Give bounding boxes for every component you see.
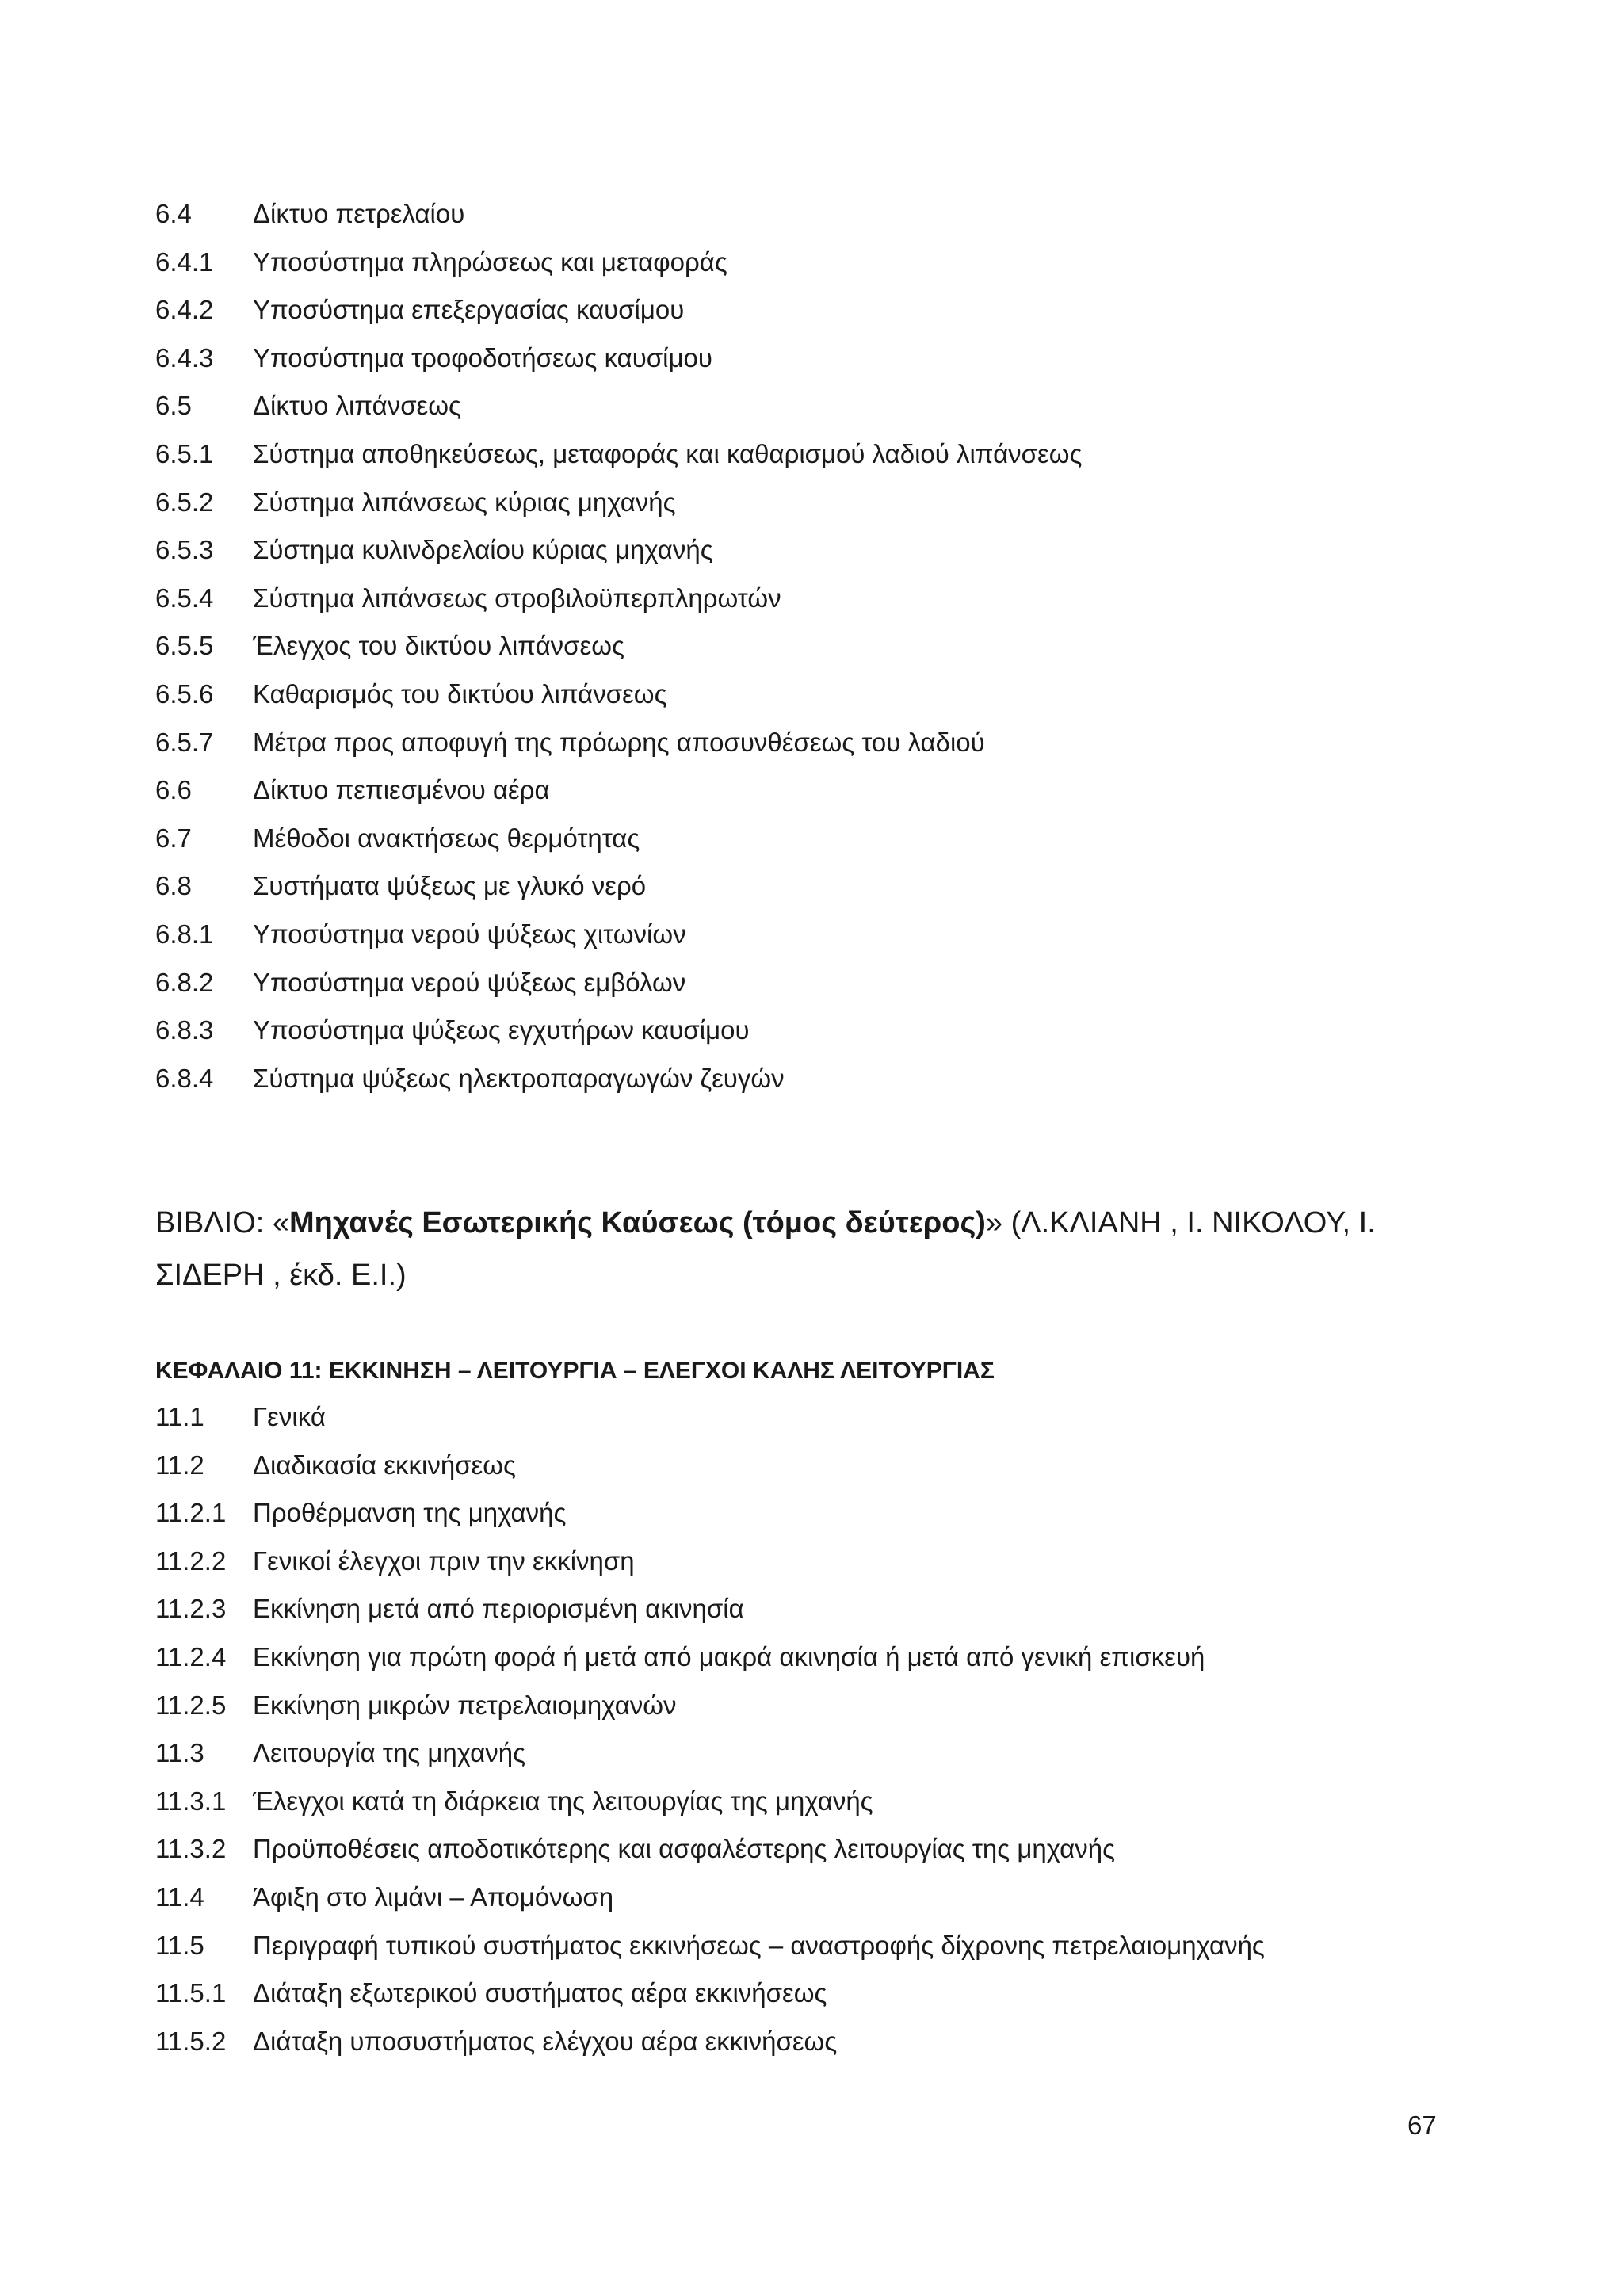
- toc-entry: [155, 1874, 1265, 1922]
- toc-entry-number: 6.5.7: [155, 727, 214, 757]
- toc-entry-number: 6.8.4: [155, 1063, 214, 1093]
- toc-entry: [155, 815, 1082, 863]
- toc-entry: [155, 1538, 1265, 1586]
- toc-entry-number: 6.5.6: [155, 678, 214, 709]
- toc-entry-number: 6.5.5: [155, 631, 214, 661]
- toc-entry: [155, 670, 1082, 719]
- toc-entry-title: Μέτρα προς αποφυγή της πρόωρης αποσυνθέσεως του λαδιού: [253, 727, 985, 757]
- toc-entry-number: 6.5.1: [155, 438, 214, 468]
- toc-entry-number: 11.3: [155, 1738, 204, 1768]
- book-reference-prefix: ΒΙΒΛΙΟ: «: [155, 1206, 289, 1240]
- toc-entry-number: 6.5.2: [155, 487, 214, 517]
- toc-entry-title: Διάταξη υποσυστήματος ελέγχου αέρα εκκινήσεως: [253, 2026, 838, 2056]
- toc-entry-title: Προθέρμανση της μηχανής: [253, 1498, 567, 1528]
- toc-entry-number: 11.2: [155, 1450, 204, 1480]
- toc-entry-number: 6.8.2: [155, 967, 214, 997]
- toc-entry: [155, 1682, 1265, 1730]
- toc-entry: [155, 1825, 1265, 1874]
- book-reference: [155, 1197, 1487, 1301]
- toc-entry-number: 6.6: [155, 775, 192, 805]
- toc-entry-number: 11.1: [155, 1402, 204, 1431]
- toc-entry-number: 11.5.1: [155, 1978, 227, 2008]
- toc-entry-title: Καθαρισμός του δικτύου λιπάνσεως: [253, 678, 667, 709]
- toc-entry-title: Δίκτυο πετρελαίου: [253, 199, 465, 228]
- page-number: 67: [1407, 2111, 1437, 2140]
- toc-entry: [155, 382, 1082, 430]
- toc-entry-number: 11.4: [155, 1881, 204, 1912]
- toc-entry-title: Σύστημα λιπάνσεως κύριας μηχανής: [253, 487, 676, 517]
- toc-entry-title: Υποσύστημα ψύξεως εγχυτήρων καυσίμου: [253, 1015, 750, 1045]
- toc-entry: [155, 1585, 1265, 1633]
- toc-entry: [155, 190, 1082, 239]
- toc-entry: [155, 719, 1082, 767]
- book-title: Μηχανές Εσωτερικής Καύσεως (τόμος δεύτερος): [289, 1206, 986, 1240]
- toc-entry-title: Γενικοί έλεγχοι πριν την εκκίνηση: [253, 1545, 635, 1576]
- toc-entry-title: Σύστημα κυλινδρελαίου κύριας μηχανής: [253, 535, 713, 565]
- toc-entry-number: 11.3.1: [155, 1786, 227, 1816]
- toc-entry-title: Διάταξη εξωτερικού συστήματος αέρα εκκινήσεως: [253, 1978, 827, 2008]
- toc-entry: [155, 1055, 1082, 1103]
- toc-entry-title: Υποσύστημα νερού ψύξεως εμβόλων: [253, 967, 686, 997]
- toc-entry: [155, 1393, 1265, 1442]
- toc-entry-title: Διαδικασία εκκινήσεως: [253, 1450, 516, 1480]
- toc-entry-number: 11.5.2: [155, 2026, 227, 2056]
- toc-entry-number: 6.5.3: [155, 535, 214, 565]
- toc-entry-number: 11.2.3: [155, 1594, 227, 1624]
- toc-entry-number: 6.4.1: [155, 246, 214, 277]
- toc-entry-number: 11.2.4: [155, 1641, 227, 1671]
- toc-entry-title: Περιγραφή τυπικού συστήματος εκκινήσεως – αναστροφής δίχρονης πετρελαιομηχανής: [253, 1930, 1265, 1960]
- toc-entry-title: Προϋποθέσεις αποδοτικότερης και ασφαλέστερης λειτουργίας της μηχανής: [253, 1834, 1115, 1864]
- book-reference-authors: » (Λ.ΚΛΙΑΝΗ , Ι. ΝΙΚΟΛΟΥ, Ι. ΣΙΔΕΡΗ , έκδ. Ε.Ι.): [155, 1206, 1376, 1292]
- toc-entry: [155, 1922, 1265, 1970]
- toc-entry-number: 6.5: [155, 391, 192, 421]
- toc-entry-number: 6.8.1: [155, 919, 214, 949]
- toc-entry-number: 6.4.2: [155, 295, 214, 325]
- toc-entry-title: Υποσύστημα επεξεργασίας καυσίμου: [253, 295, 685, 325]
- toc-entry-number: 6.8: [155, 871, 192, 901]
- toc-entry-title: Δίκτυο λιπάνσεως: [253, 391, 461, 421]
- toc-entry: [155, 334, 1082, 383]
- toc-list-chapter-6: [155, 190, 1082, 1102]
- toc-entry-title: Εκκίνηση μικρών πετρελαιομηχανών: [253, 1690, 677, 1720]
- toc-entry: [155, 526, 1082, 575]
- toc-entry: [155, 286, 1082, 334]
- toc-entry: [155, 1969, 1265, 2018]
- toc-list-chapter-11: [155, 1393, 1265, 2065]
- toc-entry-title: Μέθοδοι ανακτήσεως θερμότητας: [253, 823, 640, 853]
- toc-entry: [155, 1489, 1265, 1538]
- toc-entry-number: 11.2.1: [155, 1498, 227, 1528]
- toc-entry: [155, 575, 1082, 623]
- toc-entry-title: Υποσύστημα τροφοδοτήσεως καυσίμου: [253, 342, 712, 372]
- toc-entry: [155, 1729, 1265, 1778]
- toc-entry-number: 6.8.3: [155, 1015, 214, 1045]
- toc-entry-title: Υποσύστημα νερού ψύξεως χιτωνίων: [253, 919, 686, 949]
- toc-entry-title: Λειτουργία της μηχανής: [253, 1738, 526, 1768]
- toc-entry-title: Σύστημα λιπάνσεως στροβιλοϋπερπληρωτών: [253, 583, 781, 613]
- toc-entry-title: Εκκίνηση για πρώτη φορά ή μετά από μακρά ακινησία ή μετά από γενική επισκευή: [253, 1641, 1205, 1671]
- toc-entry-title: Έλεγχοι κατά τη διάρκεια της λειτουργίας της μηχανής: [253, 1786, 873, 1816]
- toc-entry: [155, 959, 1082, 1007]
- toc-entry-title: Άφιξη στο λιμάνι – Απομόνωση: [253, 1881, 614, 1912]
- toc-entry-number: 6.4.3: [155, 342, 214, 372]
- toc-entry-title: Έλεγχος του δικτύου λιπάνσεως: [253, 631, 624, 661]
- toc-entry: [155, 1633, 1265, 1682]
- toc-entry: [155, 2018, 1265, 2066]
- toc-entry-number: 11.3.2: [155, 1834, 227, 1864]
- toc-entry-title: Σύστημα ψύξεως ηλεκτροπαραγωγών ζευγών: [253, 1063, 785, 1093]
- toc-entry-title: Γενικά: [253, 1402, 326, 1431]
- toc-entry-number: 6.7: [155, 823, 192, 853]
- toc-entry-title: Εκκίνηση μετά από περιορισμένη ακινησία: [253, 1594, 744, 1624]
- toc-entry: [155, 622, 1082, 670]
- toc-entry-title: Δίκτυο πεπιεσμένου αέρα: [253, 775, 550, 805]
- chapter-heading: ΚΕΦΑΛΑΙΟ 11: ΕΚΚΙΝΗΣΗ – ΛΕΙΤΟΥΡΓΙΑ – ΕΛΕΓΧΟΙ ΚΑΛΗΣ ΛΕΙΤΟΥΡΓΙΑΣ: [155, 1358, 995, 1384]
- toc-entry: [155, 911, 1082, 959]
- toc-entry: [155, 1007, 1082, 1055]
- toc-entry-number: 11.2.5: [155, 1690, 227, 1720]
- toc-entry: [155, 1778, 1265, 1826]
- toc-entry: [155, 766, 1082, 815]
- toc-entry-number: 11.5: [155, 1930, 204, 1960]
- toc-entry-title: Σύστημα αποθηκεύσεως, μεταφοράς και καθαρισμού λαδιού λιπάνσεως: [253, 438, 1083, 468]
- toc-entry-number: 11.2.2: [155, 1545, 227, 1576]
- toc-entry: [155, 1442, 1265, 1490]
- toc-entry-number: 6.5.4: [155, 583, 214, 613]
- toc-entry-title: Υποσύστημα πληρώσεως και μεταφοράς: [253, 246, 727, 277]
- toc-entry: [155, 239, 1082, 287]
- toc-entry-number: 6.4: [155, 199, 192, 228]
- toc-entry-title: Συστήματα ψύξεως με γλυκό νερό: [253, 871, 647, 901]
- toc-entry: [155, 430, 1082, 479]
- toc-entry: [155, 479, 1082, 527]
- toc-entry: [155, 862, 1082, 911]
